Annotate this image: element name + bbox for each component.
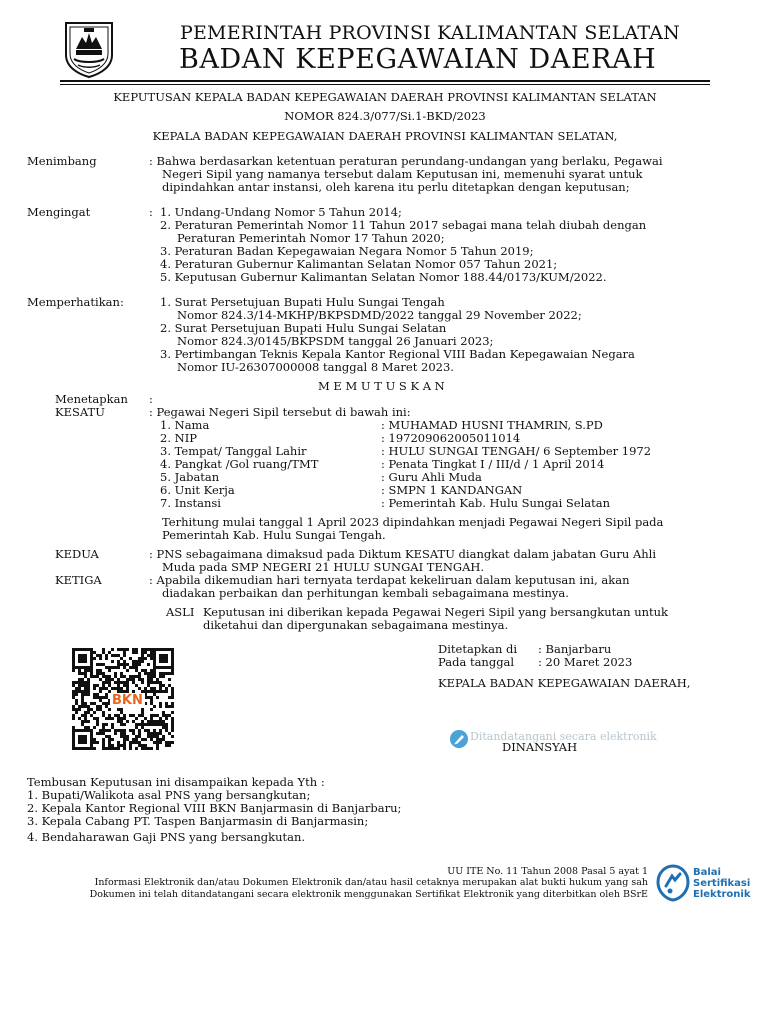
bsre-text-line: Balai [693,867,721,878]
tembusan-title: Tembusan Keputusan ini disampaikan kepada Yth : [27,775,325,789]
memperhatikan-item: Nomor IU-26307000008 tanggal 8 Maret 2023. [177,360,454,374]
esign-text: Ditandatangani secara elektronik [470,730,657,743]
field-label: 2. NIP [160,431,197,445]
field-value: : Guru Ahli Muda [381,470,482,484]
mengingat-item: 3. Peraturan Badan Kepegawaian Negara Nomor 5 Tahun 2019; [160,244,534,258]
qr-bkn-badge: BKN [112,693,143,708]
memperhatikan-item: Nomor 824.3/0145/BKPSDM tanggal 26 Januari 2023; [177,334,494,348]
field-label: 6. Unit Kerja [160,483,235,497]
mengingat-item: 2. Peraturan Pemerintah Nomor 11 Tahun 2017 sebagai mana telah diubah dengan [160,218,647,232]
ditetapkan-value: : Banjarbaru [538,642,612,656]
field-value: : SMPN 1 KANDANGAN [381,483,523,497]
memperhatikan-item: 3. Pertimbangan Teknis Kepala Kantor Regional VIII Badan Kepegawaian Negara [160,347,635,361]
tembusan-item: 3. Kepala Cabang PT. Taspen Banjarmasin di Banjarmasin; [27,814,369,828]
field-label: 4. Pangkat /Gol ruang/TMT [160,457,319,471]
menetapkan-label: Menetapkan [55,392,128,406]
bsre-text-line: Elektronik [693,889,751,900]
header-rule-thick [60,80,710,82]
field-label: 5. Jabatan [160,470,220,484]
asli-label: ASLI [166,605,195,619]
memperhatikan-item: 1. Surat Persetujuan Bupati Hulu Sungai Tengah [160,295,445,309]
ketiga-label: KETIGA [55,573,102,587]
field-value: : Pemerintah Kab. Hulu Sungai Selatan [381,496,611,510]
menimbang-line: Negeri Sipil yang namanya tersebut dalam Keputusan ini, memenuhi syarat untuk [162,167,643,181]
kesatu-intro: : Pegawai Negeri Sipil tersebut di bawah ini: [149,405,411,419]
effective-line: Terhitung mulai tanggal 1 April 2023 dipindahkan menjadi Pegawai Negeri Sipil pada [162,515,664,529]
asli-line: Keputusan ini diberikan kepada Pegawai Negeri Sipil yang bersangkutan untuk [203,605,669,619]
menimbang-line: : Bahwa berdasarkan ketentuan peraturan perundang-undangan yang berlaku, Pegawai [149,154,663,168]
signatory-position: KEPALA BADAN KEPEGAWAIAN DAERAH, [438,676,691,690]
mengingat-item: 4. Peraturan Gubernur Kalimantan Selatan Nomor 057 Tahun 2021; [160,257,558,271]
footer-bsre-note: Dokumen ini telah ditandatangani secara elektronik menggunakan Sertifikat Elektronik yang diterbitkan oleh BSrE [89,889,648,900]
field-label: 1. Nama [160,418,210,432]
tembusan-item: 1. Bupati/Walikota asal PNS yang bersangkutan; [27,788,311,802]
kesatu-label: KESATU [55,405,105,419]
header-government: PEMERINTAH PROVINSI KALIMANTAN SELATAN [180,22,680,44]
memperhatikan-label: Memperhatikan: [27,295,124,309]
esign-pen-icon [449,729,469,749]
tanggal-value: : 20 Maret 2023 [538,655,633,669]
effective-line: Pemerintah Kab. Hulu Sungai Tengah. [162,528,386,542]
header-agency: BADAN KEPEGAWAIAN DAERAH [179,44,657,75]
field-value: : Penata Tingkat I / III/d / 1 April 2014 [381,457,605,471]
ditetapkan-label: Ditetapkan di [438,642,518,656]
footer-legal: Informasi Elektronik dan/atau Dokumen Elektronik dan/atau hasil cetaknya merupakan alat bukti hukum yang sah [94,877,648,888]
decree-title: KEPUTUSAN KEPALA BADAN KEPEGAWAIAN DAERAH PROVINSI KALIMANTAN SELATAN [113,90,657,104]
mengingat-item: 5. Keputusan Gubernur Kalimantan Selatan Nomor 188.44/0173/KUM/2022. [160,270,607,284]
field-value: : HULU SUNGAI TENGAH/ 6 September 1972 [381,444,652,458]
field-value: : MUHAMAD HUSNI THAMRIN, S.PD [381,418,603,432]
field-label: 3. Tempat/ Tanggal Lahir [160,444,307,458]
bsre-text-line: Sertifikasi [693,878,751,889]
field-value: : 197209062005011014 [381,431,521,445]
memutuskan-heading: M E M U T U S K A N [318,379,445,393]
menimbang-line: dipindahkan antar instansi, oleh karena itu perlu ditetapkan dengan keputusan; [162,180,630,194]
signatory-name: DINANSYAH [502,740,578,754]
menetapkan-colon: : [149,392,153,406]
memperhatikan-item: 2. Surat Persetujuan Bupati Hulu Sungai Selatan [160,321,447,335]
mengingat-item: 1. Undang-Undang Nomor 5 Tahun 2014; [160,205,402,219]
ketiga-line: : Apabila dikemudian hari ternyata terdapat kekeliruan dalam keputusan ini, akan [149,573,630,587]
ketiga-line: diadakan perbaikan dan perhitungan kembali sebagaimana mestinya. [162,586,569,600]
asli-line: diketahui dan dipergunakan sebagaimana mestinya. [203,618,509,632]
tembusan-item: 2. Kepala Kantor Regional VIII BKN Banjarmasin di Banjarbaru; [27,801,402,815]
kedua-label: KEDUA [55,547,99,561]
mengingat-label: Mengingat [27,205,91,219]
decree-number: NOMOR 824.3/077/Si.1-BKD/2023 [284,109,486,123]
mengingat-colon: : [149,205,153,219]
bsre-logo-icon [656,864,690,902]
header-rule-thin [60,84,710,85]
kedua-line: : PNS sebagaimana dimaksud pada Diktum KESATU diangkat dalam jabatan Guru Ahli [149,547,657,561]
field-label: 7. Instansi [160,496,221,510]
tembusan-item: 4. Bendaharawan Gaji PNS yang bersangkutan. [27,830,306,844]
mengingat-item: Peraturan Pemerintah Nomor 17 Tahun 2020; [177,231,445,245]
kedua-line: Muda pada SMP NEGERI 21 HULU SUNGAI TENGAH. [162,560,485,574]
footer-law: UU ITE No. 11 Tahun 2008 Pasal 5 ayat 1 [447,866,648,877]
memperhatikan-item: Nomor 824.3/14-MKHP/BKPSDMD/2022 tanggal 29 November 2022; [177,308,582,322]
kalsel-coat-of-arms-icon [62,19,116,79]
tanggal-label: Pada tanggal [438,655,515,669]
decree-issuer: KEPALA BADAN KEPEGAWAIAN DAERAH PROVINSI KALIMANTAN SELATAN, [152,129,618,143]
menimbang-label: Menimbang [27,154,97,168]
